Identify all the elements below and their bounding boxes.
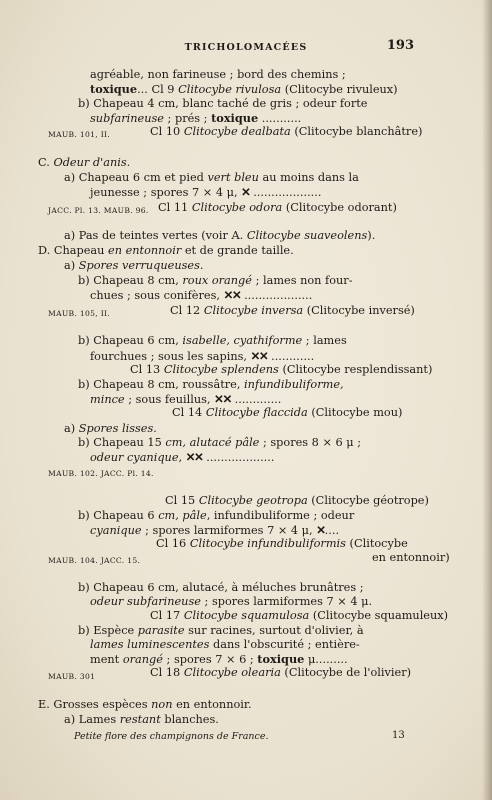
text-line: chues ; sous conifères, ✕✕ ................... bbox=[90, 288, 313, 302]
reference-note: MAUB. 105, II. bbox=[48, 309, 111, 318]
text-line: a) Pas de teintes vertes (voir A. Clitocybe suaveolens). bbox=[64, 229, 376, 242]
text-line: fourchues ; sous les sapins, ✕✕ ............ bbox=[90, 349, 315, 363]
text-line: b) Chapeau 6 cm, isabelle, cyathiforme ; lames bbox=[78, 334, 347, 347]
text-line: b) Chapeau 8 cm, roux orangé ; lames non four- bbox=[78, 274, 353, 287]
text-line: b) Chapeau 6 cm, pâle, infundibuliforme ; odeur bbox=[78, 509, 355, 522]
text-line: odeur subfarineuse ; spores larmiformes 7 × 4 μ. bbox=[90, 595, 373, 608]
species-entry: Cl 12 Clitocybe inversa (Clitocybe inversé) bbox=[170, 304, 415, 317]
species-entry: Cl 14 Clitocybe flaccida (Clitocybe mou) bbox=[172, 406, 403, 419]
species-entry: Cl 13 Clitocybe splendens (Clitocybe resplendissant) bbox=[130, 363, 433, 376]
text-line: a) Chapeau 6 cm et pied vert bleu au moins dans la bbox=[64, 171, 359, 184]
reference-note: MAUB. 101, II. bbox=[48, 130, 111, 139]
subsection-heading: a) Lames restant blanches. bbox=[64, 713, 219, 726]
species-entry: en entonnoir) bbox=[372, 551, 450, 564]
text-line: ment orangé ; spores 7 × 6 ; toxique μ......... bbox=[90, 652, 348, 666]
text-line: jeunesse ; spores 7 × 4 μ, ✕ ................... bbox=[90, 185, 322, 199]
subsection-heading: a) Spores verruqueuses. bbox=[64, 259, 204, 272]
toxicity-cross-icon: ✕ bbox=[316, 523, 325, 537]
footer-title: Petite flore des champignons de France. bbox=[74, 731, 269, 742]
section-heading: D. Chapeau en entonnoir et de grande taille. bbox=[38, 244, 294, 257]
species-entry: Cl 16 Clitocybe infundibuliformis (Clitocybe bbox=[156, 537, 408, 550]
text-line: b) Chapeau 6 cm, alutacé, à méluches brunâtres ; bbox=[78, 581, 364, 594]
reference-note: JACC. Pl. 13. MAUB. 96. bbox=[48, 206, 149, 215]
toxicity-cross-icon: ✕ bbox=[241, 185, 250, 199]
species-entry: Cl 17 Clitocybe squamulosa (Clitocybe squamuleux) bbox=[150, 609, 449, 622]
toxicity-cross-icon: ✕✕ bbox=[250, 349, 268, 363]
text-line: odeur cyanique, ✕✕ ................... bbox=[90, 450, 275, 464]
reference-note: MAUB. 104. JACC. 15. bbox=[48, 556, 141, 565]
toxicity-cross-icon: ✕✕ bbox=[223, 288, 241, 302]
text-line: subfarineuse ; prés ; toxique ........... bbox=[90, 111, 302, 125]
reference-note: MAUB. 102. JACC. Pl. 14. bbox=[48, 469, 154, 478]
running-header: TRICHOLOMACÉES bbox=[184, 42, 308, 53]
species-entry: Cl 11 Clitocybe odora (Clitocybe odorant) bbox=[158, 201, 397, 214]
text-line: cyanique ; spores larmiformes 7 × 4 μ, ✕.... bbox=[90, 523, 340, 537]
text-line: b) Chapeau 4 cm, blanc taché de gris ; odeur forte bbox=[78, 97, 368, 110]
reference-note: MAUB. 301 bbox=[48, 672, 96, 681]
signature-number: 13 bbox=[392, 730, 405, 741]
text-line: b) Espèce parasite sur racines, surtout d'olivier, à bbox=[78, 624, 364, 637]
section-heading: C. Odeur d'anis. bbox=[38, 156, 131, 169]
species-entry: Cl 15 Clitocybe geotropa (Clitocybe géotrope) bbox=[165, 494, 429, 507]
text-line: agréable, non farineuse ; bord des chemins ; bbox=[90, 68, 346, 81]
text-line: b) Chapeau 8 cm, roussâtre, infundibuliforme, bbox=[78, 378, 344, 391]
species-entry: Cl 18 Clitocybe olearia (Clitocybe de l'olivier) bbox=[150, 666, 412, 679]
toxicity-cross-icon: ✕✕ bbox=[214, 392, 232, 406]
subsection-heading: a) Spores lisses. bbox=[64, 422, 157, 435]
section-heading: E. Grosses espèces non en entonnoir. bbox=[38, 698, 252, 711]
page-gutter-shadow bbox=[482, 0, 492, 800]
text-line: mince ; sous feuillus, ✕✕ ............. bbox=[90, 392, 282, 406]
species-entry: Cl 10 Clitocybe dealbata (Clitocybe blanchâtre) bbox=[150, 125, 423, 138]
text-line: b) Chapeau 15 cm, alutacé pâle ; spores 8 × 6 μ ; bbox=[78, 436, 362, 449]
page-number: 193 bbox=[386, 38, 414, 53]
text-line: toxique... Cl 9 Clitocybe rivulosa (Clitocybe rivuleux) bbox=[90, 82, 398, 96]
toxicity-cross-icon: ✕✕ bbox=[185, 450, 203, 464]
text-line: lames luminescentes dans l'obscurité ; entière- bbox=[90, 638, 360, 651]
